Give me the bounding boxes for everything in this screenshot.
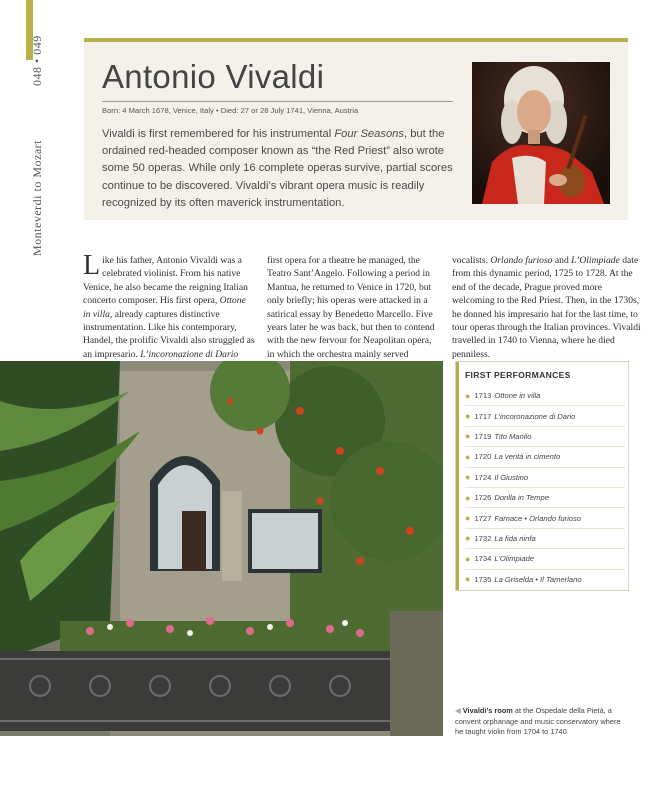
photo-caption: ◀ Vivaldi’s room at the Ospedale della Pietà, a convent orphanage and music conservatory where he taught violin from 1704 to 1740.: [455, 706, 621, 737]
ospedale-room-photo: [0, 361, 443, 736]
caption-arrow-icon: ◀: [455, 706, 463, 715]
list-item: ● 1735 La Griselda • Il Tamerlano: [465, 574, 582, 585]
birth-death-dates: Born: 4 March 1678, Venice, Italy • Died: 27 or 28 July 1741, Vienna, Austria: [102, 106, 359, 115]
vivaldi-portrait: [472, 62, 610, 204]
building-illustration: [0, 361, 443, 736]
section-title: Monteverdi to Mozart: [30, 140, 44, 256]
bullet-icon: ●: [465, 451, 471, 462]
list-item: ● 1726 Dorilla in Tempe: [465, 488, 625, 508]
bullet-icon: ●: [465, 472, 471, 483]
list-item: ● 1734 L’Olimpiade: [465, 549, 625, 569]
list-item: ● 1717 L’incoronazione di Dario: [465, 406, 625, 426]
bullet-icon: ●: [465, 431, 471, 442]
body-column-3: vocalists. Orlando furioso and L’Olimpiade date from this dynamic period, 1725 to 1728. At the end of the decade, Prague proved more welcoming to the Red Priest. Then, in the 1730s, he donned his impresario hat for the last time, to tour operas through the Italian provinces. Vivaldi travelled in 1740 to Vienna, where he died penniless.: [452, 255, 641, 360]
bullet-icon: ●: [465, 533, 471, 544]
body-column-1: Like his father, Antonio Vivaldi was a celebrated violinist. From his native Venice, he also became the reigning Italian concerto composer. His first opera, Ottone in villa, already captures distinctive instrumentation. Like his contemporary, Handel, the prolific Vivaldi also struggled as an impresario. L’incoronazione di Dario: [83, 250, 255, 360]
bullet-icon: ●: [465, 553, 471, 564]
title-divider: [102, 101, 453, 102]
drop-cap: L: [83, 250, 101, 281]
portrait-illustration: [472, 62, 610, 204]
list-item: ● 1724 Il Giustino: [465, 468, 625, 488]
page-numbers: 048 • 049: [30, 35, 44, 86]
body-column-2: first opera for a theatre he managed, the Teatro Sant’Angelo. Following a period in Mantua, he returned to Venice in 1720, but only briefly; his operas were attacked in a satirical essay by Benedetto Marcello. Five years later he was back, but then to contend with the new fervour for Neapolitan opera, in which the orchestra mainly served: [267, 255, 435, 360]
list-item: ● 1732 La fida ninfa: [465, 529, 625, 549]
box-accent-bar: [456, 362, 459, 590]
bullet-icon: ●: [465, 513, 471, 524]
list-item: ● 1727 Farnace • Orlando furioso: [465, 508, 625, 528]
bullet-icon: ●: [465, 492, 471, 503]
bullet-icon: ●: [465, 390, 471, 401]
list-item: ● 1720 La verità in cimento: [465, 447, 625, 467]
bullet-icon: ●: [465, 411, 471, 422]
page-title: Antonio Vivaldi: [102, 58, 325, 95]
performances-list: [465, 386, 625, 589]
first-performances-heading: FIRST PERFORMANCES: [465, 370, 571, 380]
bullet-icon: ●: [465, 574, 471, 585]
intro-paragraph: Vivaldi is first remembered for his instrumental Four Seasons, but the ordained red-headed composer known as “the Red Priest” also wrote some 50 operas. While only 16 complete operas survive, partial scores continue to be discovered. Vivaldi’s vibrant opera music is readily recognized by its often maverick instrumentation.: [102, 128, 453, 209]
list-item: ● 1713 Ottone in villa: [465, 386, 625, 406]
list-item: ● 1719 Tito Manlio: [465, 427, 625, 447]
first-performances-box: [455, 361, 629, 591]
